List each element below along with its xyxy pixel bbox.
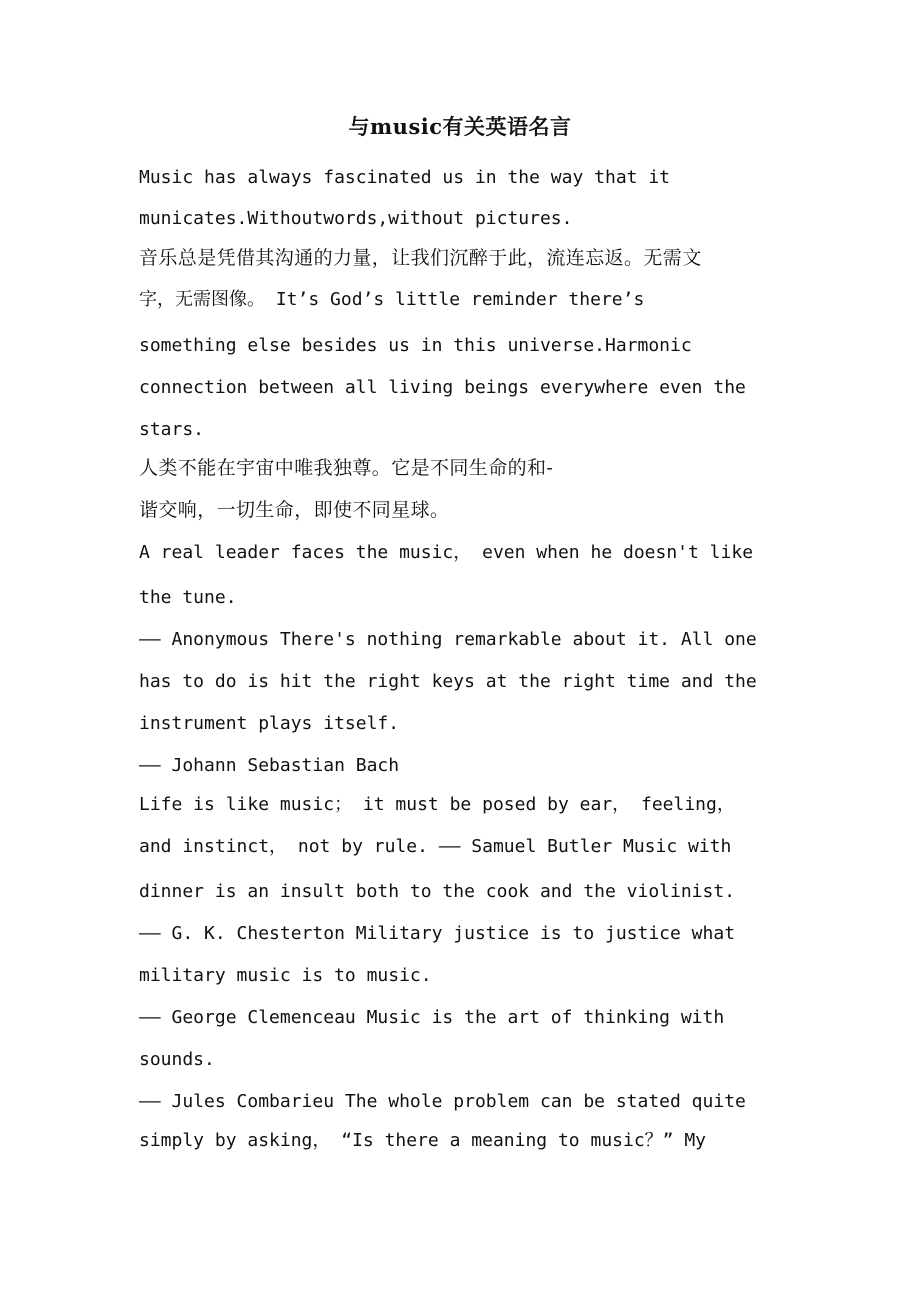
text-line: —— G. K. Chesterton Military justice is to justice what (139, 923, 736, 944)
text-line: 人类不能在宇宙中唯我独尊。它是不同生命的和- (139, 457, 554, 479)
text-line: instrument plays itself. (139, 713, 400, 734)
text-line: Music has always fascinated us in the way that it (139, 167, 671, 188)
text-line: and instinct， not by rule. —— Samuel Butler Music with (139, 836, 732, 857)
text-line: —— Jules Combarieu The whole problem can be stated quite (139, 1091, 746, 1112)
text-line: —— Johann Sebastian Bach (139, 755, 400, 776)
text-line: —— George Clemenceau Music is the art of thinking with (139, 1007, 725, 1028)
text-line: stars. (139, 419, 205, 440)
text-line: military music is to music. (139, 965, 432, 986)
text-line: dinner is an insult both to the cook and the violinist. (139, 881, 736, 902)
text-line: simply by asking， “Is there a meaning to music？” My (139, 1130, 707, 1151)
text-line: sounds. (139, 1049, 215, 1070)
text-line: 音乐总是凭借其沟通的力量，让我们沉醉于此，流连忘返。无需文 (139, 247, 702, 269)
text-line: has to do is hit the right keys at the right time and the (139, 671, 757, 692)
text-line: —— Anonymous There's nothing remarkable about it. All one (139, 629, 757, 650)
text-line: 谐交响，一切生命，即使不同星球。 (139, 499, 450, 521)
document-title: 与music有关英语名言 (348, 114, 572, 139)
text-line: 字，无需图像。 It’s God’s little reminder there’s (139, 289, 645, 310)
text-line: municates.Withoutwords,without pictures. (139, 208, 573, 229)
text-line: connection between all living beings everywhere even the (139, 377, 746, 398)
text-line: A real leader faces the music， even when he doesn't like (139, 542, 754, 563)
text-line: the tune. (139, 587, 237, 608)
text-line: Life is like music； it must be posed by ear， feeling， (139, 794, 735, 815)
text-line: something else besides us in this universe.Harmonic (139, 335, 692, 356)
